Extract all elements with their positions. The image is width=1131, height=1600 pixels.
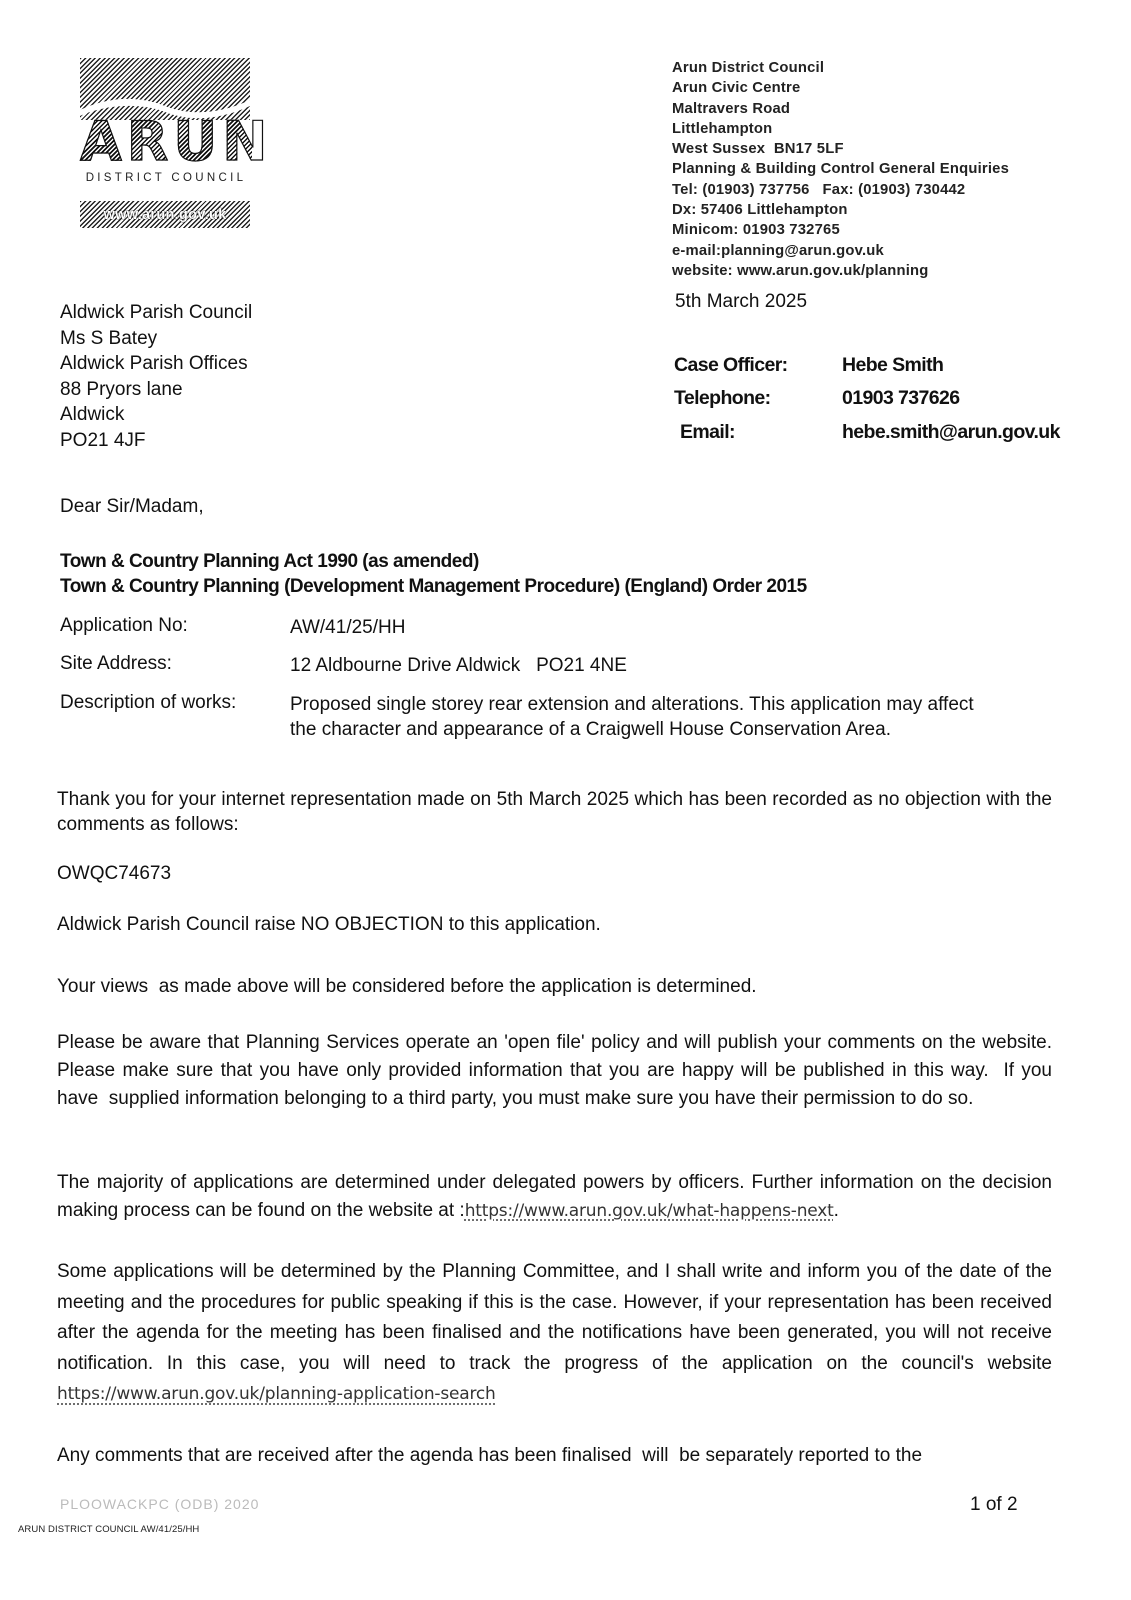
address-line: Dx: 57406 Littlehampton xyxy=(672,202,848,219)
committee-paragraph xyxy=(57,1257,1052,1410)
address-line: Maltravers Road xyxy=(672,100,791,117)
act-heading: Town & Country Planning Act 1990 (as amended) xyxy=(60,551,479,572)
logo-url-banner xyxy=(80,201,250,228)
recipient-line: PO21 4JF xyxy=(60,429,146,451)
council-address xyxy=(672,58,1009,281)
recipient-line: Ms S Batey xyxy=(60,327,158,349)
recipient-line: Aldwick Parish Offices xyxy=(60,353,248,375)
open-file-paragraph: Please be aware that Planning Services operate an 'open file' policy and will publish your comments on the website. Please make sure that you have only provided information that you are happy will be published in this way. If you have supplied information belonging to a third party, you must make sure you have their permission to do so. xyxy=(57,1032,1063,1109)
address-line: Arun District Council xyxy=(672,60,825,76)
footer-council-ref: ARUN DISTRICT COUNCIL AW/41/25/HH xyxy=(18,1524,200,1535)
order-heading: Town & Country Planning (Development Management Procedure) (England) Order 2015 xyxy=(60,576,807,597)
works-label: Description of works: xyxy=(60,692,237,713)
works-line: the character and appearance of a Craigwell House Conservation Area. xyxy=(290,719,891,740)
telephone-value: 01903 737626 xyxy=(842,387,960,409)
recipient-line: Aldwick Parish Council xyxy=(60,302,253,323)
logo-url: www.arun.gov.uk xyxy=(103,206,227,223)
majority-text: The majority of applications are determined under delegated powers by officers. Further information on the decision making process can be found on the website at : xyxy=(57,1172,1052,1221)
site-address-value: 12 Aldbourne Drive Aldwick PO21 4NE xyxy=(290,655,627,676)
majority-end: . xyxy=(833,1200,839,1221)
committee-text: Some applications will be determined by the Planning Committee, and I shall write and inform you of the date of the meeting and the procedures for public speaking if this is the case. However, if your representation has been received after the agenda for the meeting has been finalised and the notifications have been generated, you will not receive notification. In this case, you will need to track the progress of the application on the council's website xyxy=(57,1261,1052,1374)
address-line: Littlehampton xyxy=(672,120,773,137)
works-line: Proposed single storey rear extension and alterations. This application may affect xyxy=(290,694,974,715)
case-officer-value: Hebe Smith xyxy=(842,354,944,376)
planning-search-link[interactable]: https://www.arun.gov.uk/planning-application-search xyxy=(57,1384,496,1405)
logo-subtitle: DISTRICT COUNCIL xyxy=(85,172,247,184)
comment-text: Aldwick Parish Council raise NO OBJECTION to this application. xyxy=(57,914,601,935)
address-line: Tel: (01903) 737756 Fax: (01903) 730442 xyxy=(672,181,966,198)
recipient-address xyxy=(60,300,252,454)
views-paragraph: Your views as made above will be considered before the application is determined. xyxy=(57,976,757,997)
majority-paragraph xyxy=(57,1169,1052,1225)
what-happens-next-link[interactable]: https://www.arun.gov.uk/what-happens-next xyxy=(464,1201,834,1221)
address-line: West Sussex BN17 5LF xyxy=(672,141,844,158)
telephone-label: Telephone: xyxy=(674,387,771,409)
letter-date: 5th March 2025 xyxy=(675,291,808,312)
form-reference: PLOOWACKPC (ODB) 2020 xyxy=(60,1496,260,1512)
address-line: Planning & Building Control General Enquiries xyxy=(672,161,1010,178)
logo-wordmark: ARUN xyxy=(80,110,273,173)
comment-reference: OWQC74673 xyxy=(57,863,172,884)
address-line: Minicom: 01903 732765 xyxy=(672,222,840,239)
address-line: Arun Civic Centre xyxy=(672,80,801,97)
application-no-label: Application No: xyxy=(60,615,188,636)
site-address-label: Site Address: xyxy=(60,653,172,674)
application-no-value: AW/41/25/HH xyxy=(290,617,406,638)
recipient-line: 88 Pryors lane xyxy=(60,378,183,400)
email-value: hebe.smith@arun.gov.uk xyxy=(842,421,1060,443)
address-line: website: www.arun.gov.uk/planning xyxy=(672,262,929,279)
council-logo xyxy=(80,58,273,233)
works-value xyxy=(290,692,1050,742)
address-line: e-mail:planning@arun.gov.uk xyxy=(672,242,884,259)
salutation: Dear Sir/Madam, xyxy=(60,496,204,517)
page-number: 1 of 2 xyxy=(970,1494,1018,1515)
case-officer-label: Case Officer: xyxy=(674,354,788,376)
recipient-line: Aldwick xyxy=(60,404,125,426)
late-comments-paragraph: Any comments that are received after the agenda has been finalised will be separately reported to the xyxy=(57,1445,923,1466)
thanks-paragraph: Thank you for your internet representation made on 5th March 2025 which has been recorded as no objection with the comments as follows: xyxy=(57,789,1052,835)
email-label: Email: xyxy=(680,421,735,443)
